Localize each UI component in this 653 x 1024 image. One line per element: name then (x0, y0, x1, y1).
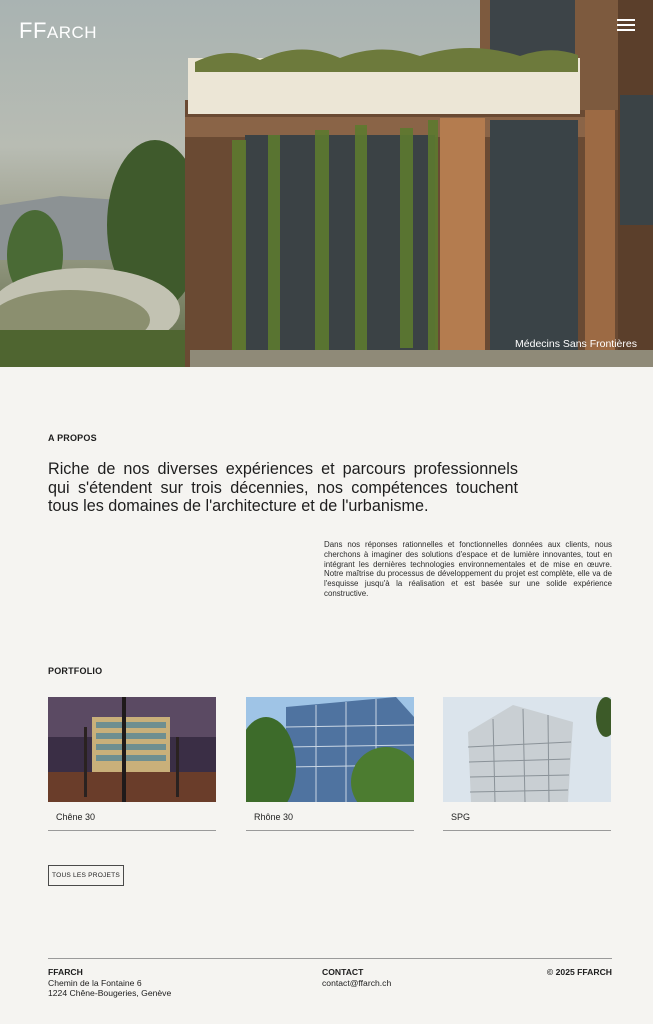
all-projects-button[interactable]: TOUS LES PROJETS (48, 865, 124, 886)
divider (48, 830, 216, 831)
divider (443, 830, 611, 831)
divider (246, 830, 414, 831)
project-card[interactable] (246, 697, 414, 831)
portfolio-heading: PORTFOLIO (48, 666, 103, 676)
about-lead: Riche de nos diverses expériences et parcours professionnels qui s'étendent sur trois décennies, nos compétences touchent tous les domaines de l'architecture et de l'urbanisme. (48, 460, 518, 516)
contact-email-link[interactable]: contact@ffarch.ch (322, 977, 392, 988)
footer-address (48, 967, 171, 999)
address-line1: Chemin de la Fontaine 6 (48, 977, 142, 988)
about-body: Dans nos réponses rationnelles et fonctionnelles données aux clients, nous cherchons à imaginer des solutions d'espace et de lumière innovantes, tout en intégrant les dernières technologies environnementales et de mise en œuvre. Notre maîtrise du processus de développement du projet est complète, elle va de l'esquisse jusqu'à la réalisation et est basée sur une solide expérience constructive. (324, 540, 612, 598)
project-image[interactable] (246, 697, 414, 802)
address-line2: 1224 Chêne-Bougeries, Genève (48, 988, 172, 998)
project-card[interactable] (48, 697, 216, 831)
project-title[interactable]: Chêne 30 (56, 812, 96, 822)
footer-contact (322, 967, 391, 988)
contact-heading: CONTACT (322, 967, 364, 977)
project-image[interactable] (48, 697, 216, 802)
hero-building-illustration (0, 0, 653, 367)
project-image[interactable] (443, 697, 611, 802)
hero-caption: Médecins Sans Frontières (515, 338, 637, 350)
footer-divider (48, 958, 612, 959)
about-heading: A PROPOS (48, 433, 97, 443)
project-card[interactable] (443, 697, 611, 831)
hamburger-icon[interactable] (617, 17, 635, 31)
project-title[interactable]: SPG (451, 812, 471, 822)
footer-copyright: © 2025 FFARCH (546, 967, 612, 977)
project-title[interactable]: Rhône 30 (254, 812, 294, 822)
footer-company: FFARCH (48, 967, 83, 977)
logo[interactable]: FFARCH (19, 18, 98, 43)
hero-image (0, 0, 653, 367)
